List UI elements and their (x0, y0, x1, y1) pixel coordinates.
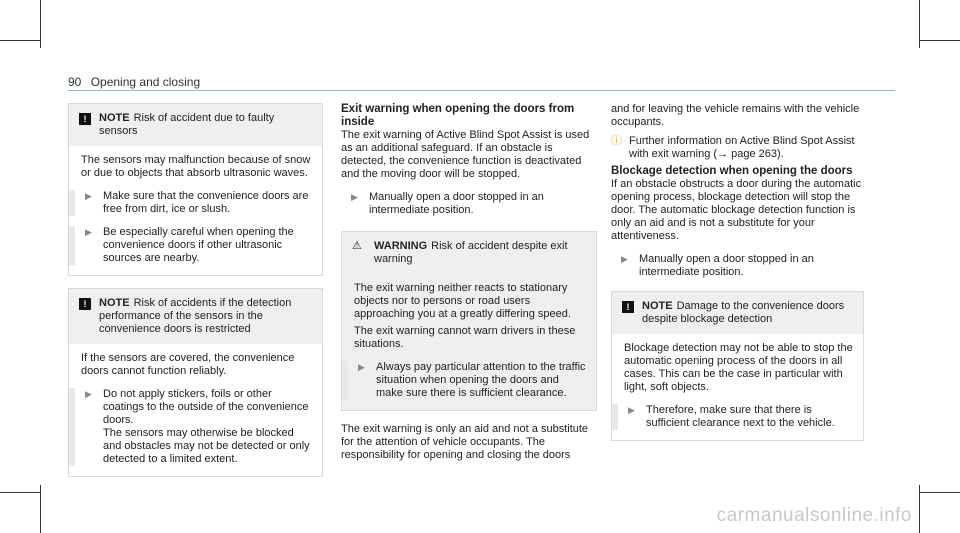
warning-body (342, 274, 596, 410)
info-note (611, 135, 864, 161)
list-item (69, 388, 312, 466)
warning-text: The exit warning neither reacts to stationary objects nor to persons or road users approaching you at a greatly differing speed. (354, 282, 571, 320)
note-box-detection (68, 288, 323, 477)
step-text: Make sure that the convenience doors are free from dirt, ice or slush. (103, 190, 309, 215)
note-body (69, 344, 322, 476)
step-text: Be especially careful when opening the convenience doors if other ultrasonic sources are nearby. (103, 226, 294, 264)
exclamation-icon: ! (79, 298, 91, 310)
info-text: Further information on Active Blind Spot Assist with exit warning (→ page 263). (629, 135, 855, 160)
crop-mark (919, 40, 960, 41)
note-body (612, 334, 863, 440)
paragraph: The exit warning is only an aid and not a substitute for the attention of vehicle occupants. The responsibility for opening and closing the doors (341, 423, 589, 461)
list-item (342, 361, 586, 400)
exclamation-icon: ! (79, 113, 91, 125)
crop-mark (0, 40, 40, 41)
arrow-right-icon: ▶ (85, 191, 92, 201)
arrow-right-icon: ▶ (621, 254, 628, 264)
note-title: Risk of accident due to faulty sensors (99, 112, 275, 137)
crop-mark (0, 492, 40, 493)
note-label: NOTE (642, 300, 673, 312)
step-text: Therefore, make sure that there is sufficient clearance next to the vehicle. (646, 404, 835, 429)
arrow-right-icon: ▶ (85, 227, 92, 237)
note-label: NOTE (99, 112, 130, 124)
note-header (69, 104, 322, 146)
warning-header (342, 232, 596, 274)
note-header (69, 289, 322, 344)
crop-mark (919, 492, 960, 493)
header-rule (68, 90, 895, 91)
list-item (69, 226, 312, 265)
arrow-right-icon: ▶ (358, 362, 365, 372)
step-text: Do not apply stickers, foils or other coatings to the outside of the convenience doors. The sensors may otherwise be blocked and obstacles may not be detected or only detected to a limited extent. (103, 388, 310, 465)
arrow-right-icon: ▶ (628, 405, 635, 415)
list-item (612, 404, 853, 430)
note-label: NOTE (99, 297, 130, 309)
list-item (69, 190, 312, 216)
paragraph: If an obstacle obstructs a door during the automatic opening process, blockage detection will stop the door. The automatic blockage detection function is only an aid and is not a substitute for your attentiveness. (611, 178, 862, 242)
section-heading: Exit warning when opening the doors from inside (341, 103, 575, 128)
step-text: Manually open a door stopped in an intermediate position. (369, 191, 544, 216)
note-title: Risk of accidents if the detection performance of the sensors in the convenience doors is restricted (99, 297, 292, 335)
section-heading: Blockage detection when opening the doors (611, 165, 853, 177)
warning-text: The exit warning cannot warn drivers in these situations. (354, 325, 576, 350)
warning-icon: ⚠ (352, 240, 362, 252)
column-3 (611, 103, 864, 441)
note-header (612, 292, 863, 334)
note-box-sensors (68, 103, 323, 276)
column-1 (68, 103, 323, 477)
paragraph: and for leaving the vehicle remains with the vehicle occupants. (611, 103, 860, 128)
crop-mark (40, 485, 41, 533)
exclamation-icon: ! (622, 301, 634, 313)
watermark: carmanualsonline.info (716, 505, 912, 526)
arrow-right-icon: ▶ (85, 389, 92, 399)
page-header (68, 75, 200, 89)
section-title: Opening and closing (90, 75, 201, 89)
warning-box (341, 231, 597, 411)
note-box-blockage (611, 291, 864, 441)
step-text: Manually open a door stopped in an intermediate position. (639, 253, 814, 278)
arrow-right-icon: ▶ (351, 192, 358, 202)
note-text: If the sensors are covered, the convenience doors cannot function reliably. (81, 352, 295, 377)
paragraph: The exit warning of Active Blind Spot Assist is used as an additional safeguard. If an obstacle is detected, the convenience function is deactivated and the moving door will be stopped. (341, 129, 590, 180)
column-2 (341, 103, 597, 462)
warning-label: WARNING (374, 240, 428, 252)
page-number: 90 (68, 75, 82, 89)
note-body (69, 146, 322, 275)
crop-mark (40, 0, 41, 48)
step-text: Always pay particular attention to the traffic situation when opening the doors and make sure there is sufficient clearance. (376, 361, 586, 399)
note-title: Damage to the convenience doors despite blockage detection (642, 300, 845, 325)
list-item (611, 253, 864, 279)
note-text: The sensors may malfunction because of snow or due to objects that absorb ultrasonic waves. (81, 154, 311, 179)
list-item (341, 191, 597, 217)
info-icon: ⓘ (611, 135, 622, 147)
note-text: Blockage detection may not be able to stop the automatic opening process of the doors in all cases. This can be the case in particular with light, soft objects. (624, 342, 853, 393)
warning-title: Risk of accident despite exit warning (374, 240, 568, 265)
